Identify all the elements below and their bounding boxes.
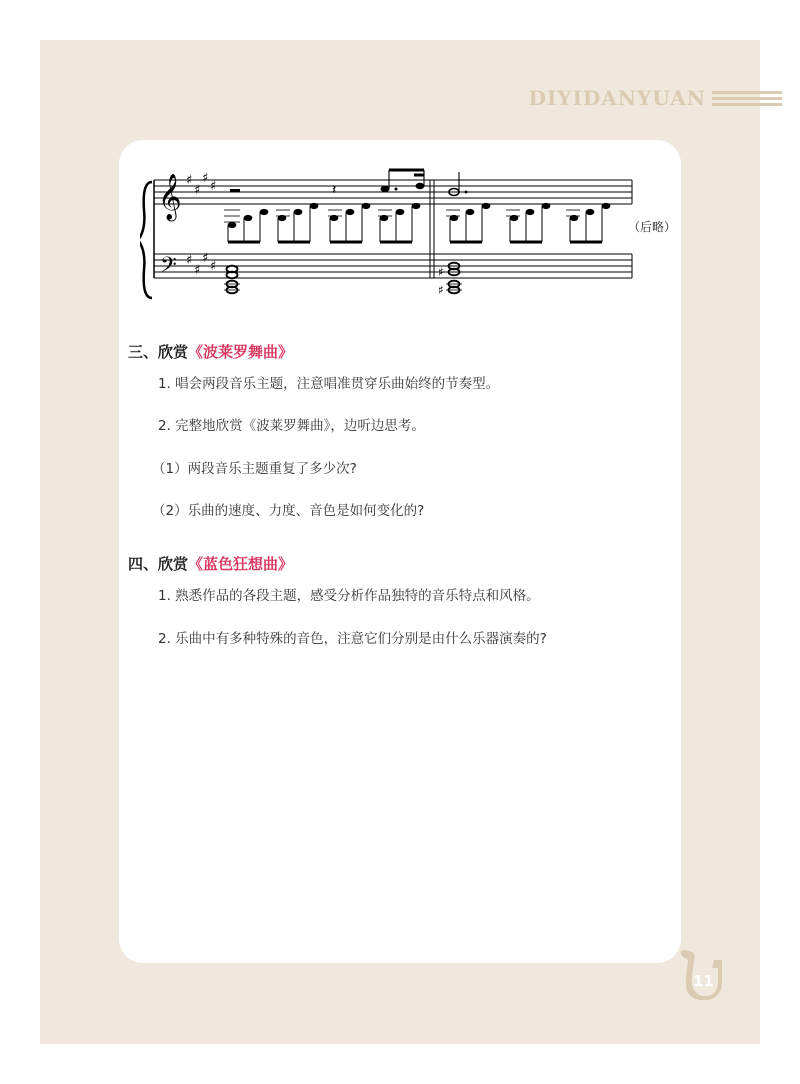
treble-clef: 𝄞 (158, 174, 182, 220)
section-3-work-title: 《波莱罗舞曲》 (188, 343, 294, 361)
svg-text:♯: ♯ (186, 253, 193, 268)
svg-text:♯: ♯ (210, 179, 217, 194)
key-signature (186, 171, 216, 278)
header-decoration (712, 88, 782, 109)
page-number: 11 (693, 972, 714, 990)
section-4-item-1: 1. 熟悉作品的各段主题，感受分析作品独特的音乐特点和风格。 (158, 588, 540, 604)
svg-text:♯: ♯ (438, 283, 444, 297)
treble-staff (154, 180, 632, 204)
svg-text:𝄽: 𝄽 (332, 182, 337, 198)
section-4-title: 四、欣赏《蓝色狂想曲》 (128, 555, 294, 573)
unit-header (529, 86, 782, 110)
section-3-subitem-2: （2）乐曲的速度、力度、音色是如何变化的? (152, 503, 425, 519)
section-3-item-1: 1. 唱会两段音乐主题，注意唱准贯穿乐曲始终的节奏型。 (158, 376, 500, 392)
section-4-work-title: 《蓝色狂想曲》 (188, 555, 294, 573)
section-3-title: 三、欣赏《波莱罗舞曲》 (128, 343, 294, 361)
music-score (140, 160, 680, 310)
svg-text:♯: ♯ (202, 251, 209, 266)
saxophone-page-icon (676, 946, 726, 1002)
svg-text:♯: ♯ (438, 265, 444, 279)
section-4-item-2: 2. 乐曲中有多种特殊的音色，注意它们分别是由什么乐器演奏的? (158, 631, 547, 647)
svg-text:♯: ♯ (210, 259, 217, 274)
section-3-item-2: 2. 完整地欣赏《波莱罗舞曲》，边听边思考。 (158, 418, 425, 434)
score-annotation: （后略） (628, 220, 677, 234)
svg-text:♯: ♯ (202, 171, 209, 186)
brace-symbol (140, 182, 152, 298)
eighth-notes-m1 (228, 203, 421, 228)
svg-text:♯: ♯ (186, 173, 193, 188)
unit-mark-text: DIYIDANYUAN (528, 86, 706, 110)
section-3-subitem-1: （1）两段音乐主题重复了多少次? (152, 461, 357, 477)
svg-text:♯: ♯ (194, 263, 201, 278)
svg-text:♯: ♯ (194, 183, 201, 198)
bass-clef: 𝄢 (160, 253, 177, 283)
